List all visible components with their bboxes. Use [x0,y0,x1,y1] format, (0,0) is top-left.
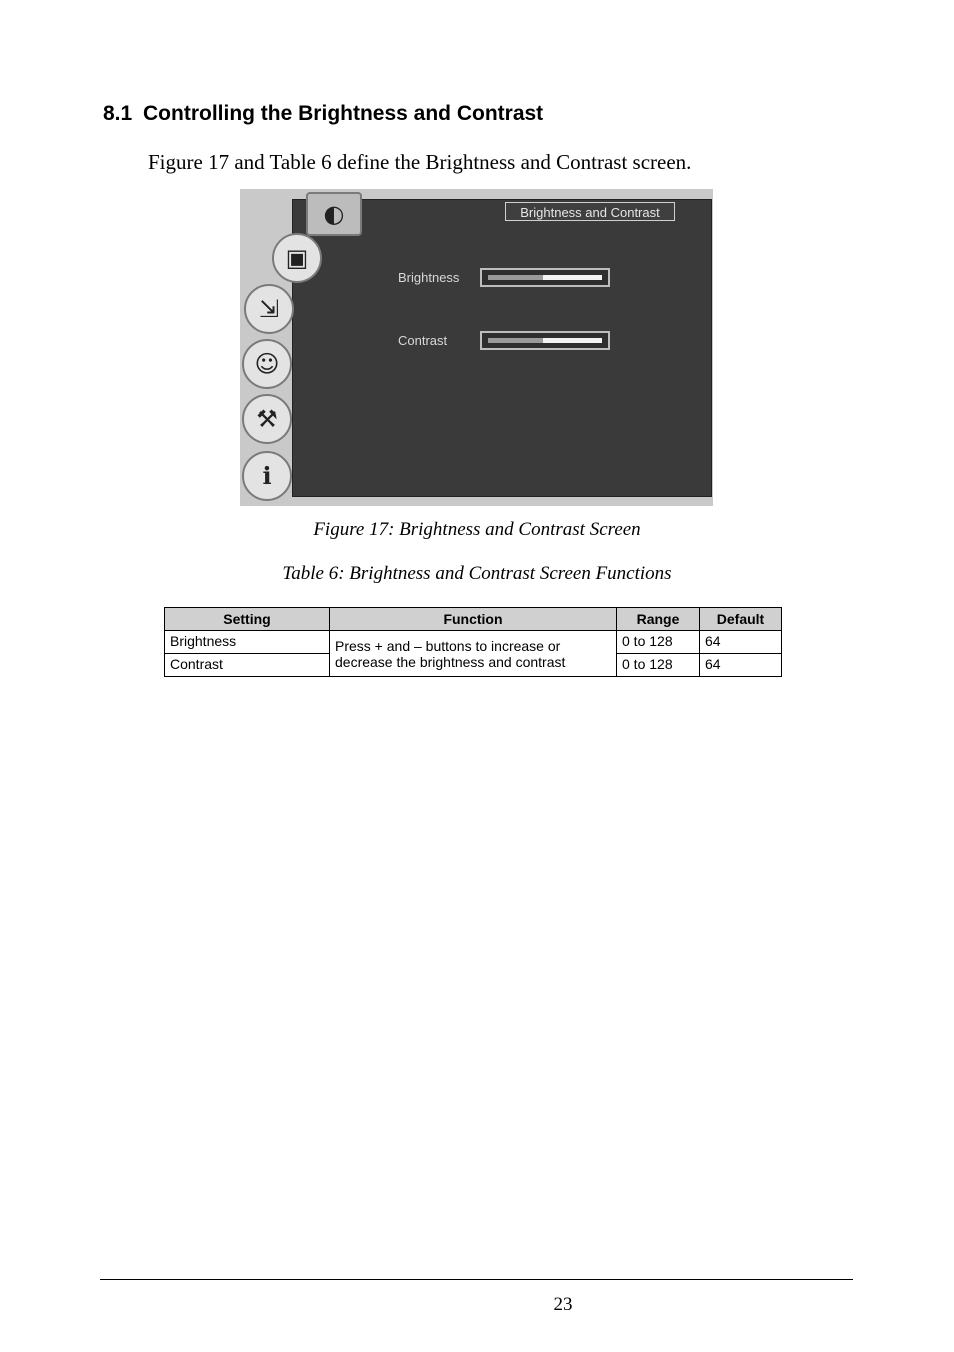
cell-function: Press + and – buttons to increase or decrease the brightness and contrast [330,631,617,677]
cell-default: 64 [700,631,782,654]
display-icon[interactable]: ☺ [242,339,292,389]
header-function: Function [330,608,617,631]
table-caption: Table 6: Brightness and Contrast Screen Functions [282,563,672,584]
cell-range: 0 to 128 [617,631,700,654]
section-title: Controlling the Brightness and Contrast [143,102,544,125]
table-header-row [165,608,782,631]
cell-setting: Contrast [165,654,330,677]
osd-brightness-bar[interactable] [480,268,610,287]
tools-icon[interactable]: ⚒ [242,394,292,444]
osd-screen-panel [292,199,712,497]
functions-table [164,607,782,677]
intro-paragraph: Figure 17 and Table 6 define the Brightness and Contrast screen. [148,150,692,174]
input-icon[interactable]: ⇲ [244,284,294,334]
section-heading [103,102,543,126]
page-number: 23 [553,1294,573,1315]
info-icon[interactable]: ℹ [242,451,292,501]
cell-setting: Brightness [165,631,330,654]
cell-range: 0 to 128 [617,654,700,677]
brightness-contrast-icon[interactable]: ◐ [306,192,362,236]
table-row [165,631,782,654]
figure-caption: Figure 17: Brightness and Contrast Screen [313,519,641,540]
header-default: Default [700,608,782,631]
osd-brightness-label: Brightness [398,270,460,285]
osd-screenshot [240,189,713,506]
cell-default: 64 [700,654,782,677]
osd-contrast-label: Contrast [398,333,448,348]
picture-icon[interactable]: ▣ [272,233,322,283]
header-setting: Setting [165,608,330,631]
section-number: 8.1 [103,102,133,125]
osd-screen-title: Brightness and Contrast [505,202,675,221]
footer-rule [100,1279,853,1280]
osd-contrast-bar[interactable] [480,331,610,350]
header-range: Range [617,608,700,631]
